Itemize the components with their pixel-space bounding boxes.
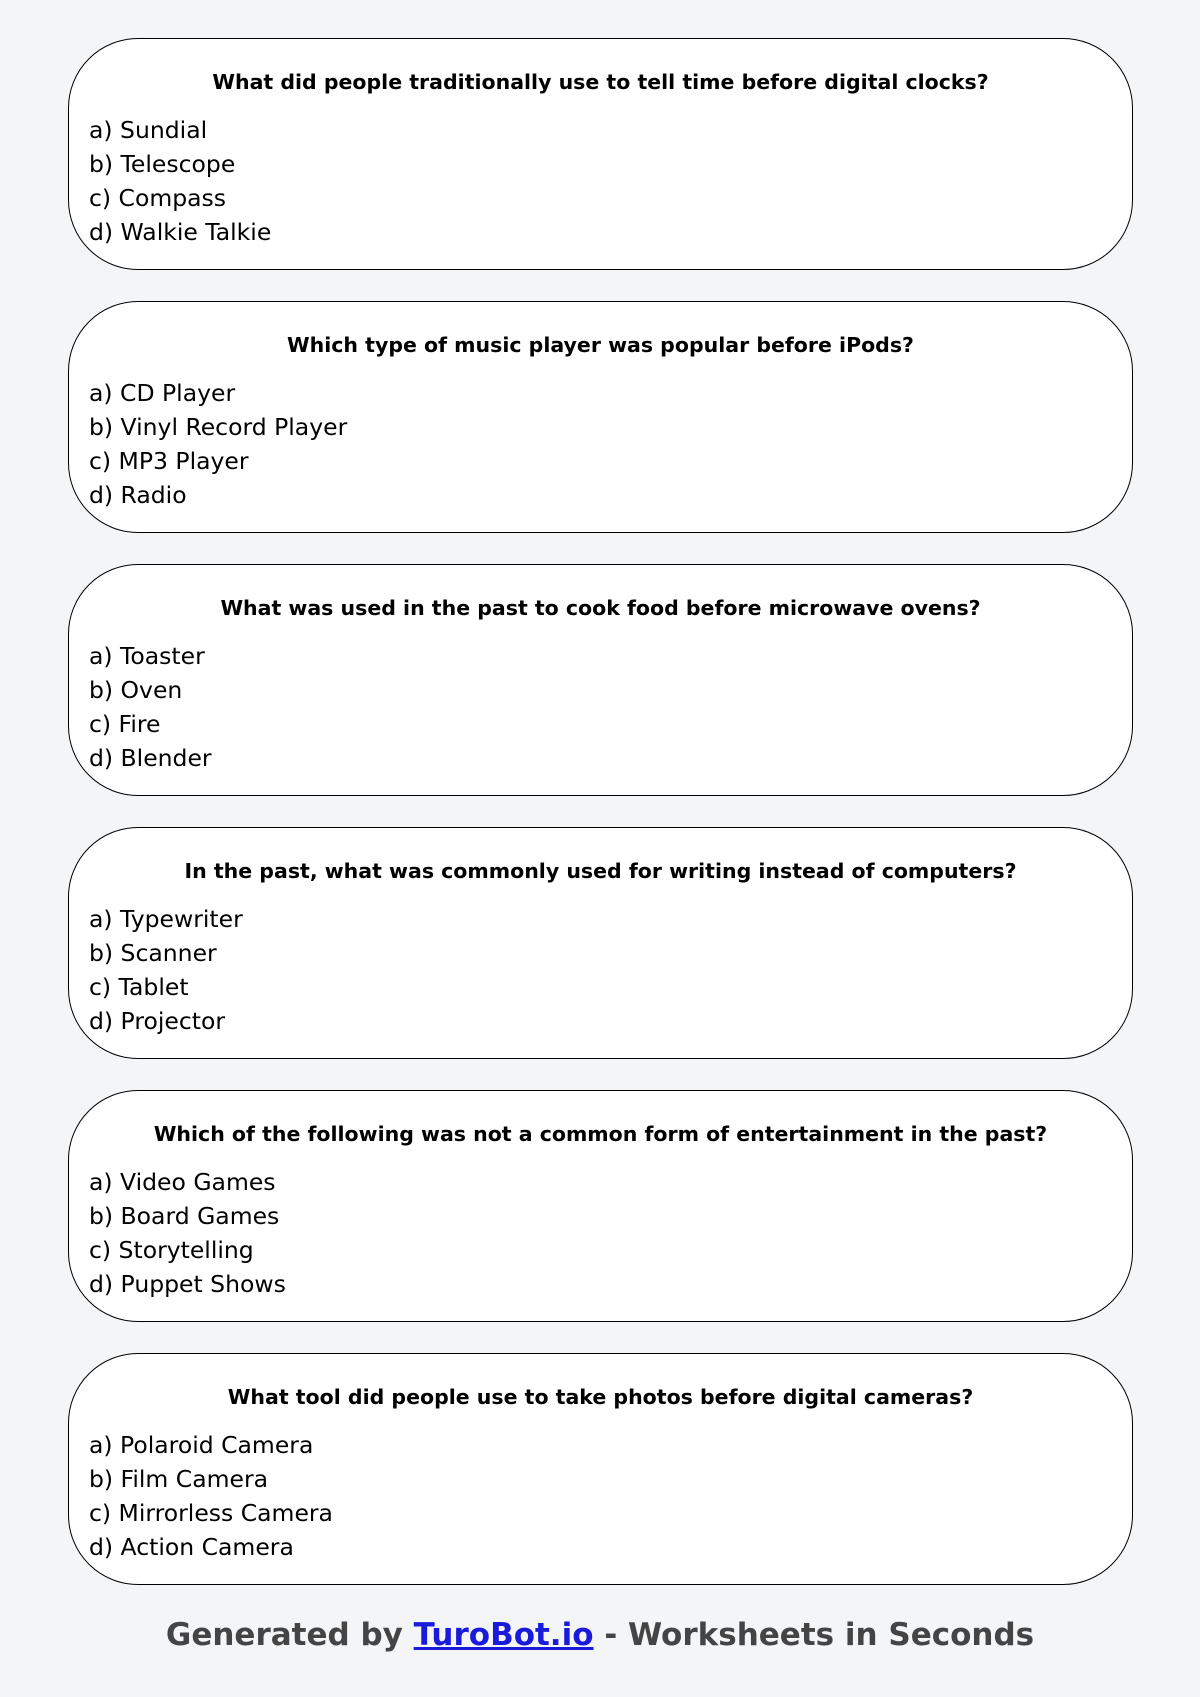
option-a: a) CD Player bbox=[89, 379, 236, 407]
option-d: d) Blender bbox=[89, 744, 212, 772]
question-text: What tool did people use to take photos before digital cameras? bbox=[227, 1385, 974, 1409]
option-c: c) Mirrorless Camera bbox=[89, 1499, 333, 1527]
option-b: b) Board Games bbox=[89, 1202, 280, 1230]
answer-options bbox=[89, 639, 1112, 775]
turobot-link[interactable]: TuroBot.io bbox=[413, 1617, 594, 1653]
worksheet bbox=[68, 38, 1133, 1616]
option-a: a) Toaster bbox=[89, 642, 205, 670]
option-c: c) Storytelling bbox=[89, 1236, 254, 1264]
answer-options bbox=[89, 1428, 1112, 1564]
option-d: d) Puppet Shows bbox=[89, 1270, 286, 1298]
option-a: a) Video Games bbox=[89, 1168, 276, 1196]
option-a: a) Polaroid Camera bbox=[89, 1431, 314, 1459]
question-card-3 bbox=[68, 564, 1133, 796]
question-card-1 bbox=[68, 38, 1133, 270]
option-a: a) Typewriter bbox=[89, 905, 243, 933]
question-text: Which type of music player was popular before iPods? bbox=[287, 333, 914, 357]
footer-prefix: Generated by bbox=[165, 1617, 403, 1653]
answer-options bbox=[89, 113, 1112, 249]
question-text: What was used in the past to cook food before microwave ovens? bbox=[220, 596, 981, 620]
option-d: d) Radio bbox=[89, 481, 187, 509]
question-card-4 bbox=[68, 827, 1133, 1059]
option-c: c) Compass bbox=[89, 184, 227, 212]
question-text: Which of the following was not a common form of entertainment in the past? bbox=[153, 1122, 1048, 1146]
option-c: c) Fire bbox=[89, 710, 161, 738]
option-a: a) Sundial bbox=[89, 116, 208, 144]
option-d: d) Projector bbox=[89, 1007, 225, 1035]
question-card-5 bbox=[68, 1090, 1133, 1322]
option-b: b) Vinyl Record Player bbox=[89, 413, 348, 441]
question-text: In the past, what was commonly used for writing instead of computers? bbox=[184, 859, 1017, 883]
option-b: b) Oven bbox=[89, 676, 183, 704]
question-card-2 bbox=[68, 301, 1133, 533]
option-d: d) Action Camera bbox=[89, 1533, 294, 1561]
option-b: b) Telescope bbox=[89, 150, 236, 178]
question-card-6 bbox=[68, 1353, 1133, 1585]
question-text: What did people traditionally use to tell time before digital clocks? bbox=[212, 70, 989, 94]
footer-suffix: - Worksheets in Seconds bbox=[604, 1617, 1035, 1653]
option-c: c) MP3 Player bbox=[89, 447, 249, 475]
footer-credit bbox=[0, 1617, 1200, 1653]
answer-options bbox=[89, 902, 1112, 1038]
option-b: b) Film Camera bbox=[89, 1465, 269, 1493]
answer-options bbox=[89, 376, 1112, 512]
option-c: c) Tablet bbox=[89, 973, 189, 1001]
option-d: d) Walkie Talkie bbox=[89, 218, 272, 246]
option-b: b) Scanner bbox=[89, 939, 217, 967]
answer-options bbox=[89, 1165, 1112, 1301]
